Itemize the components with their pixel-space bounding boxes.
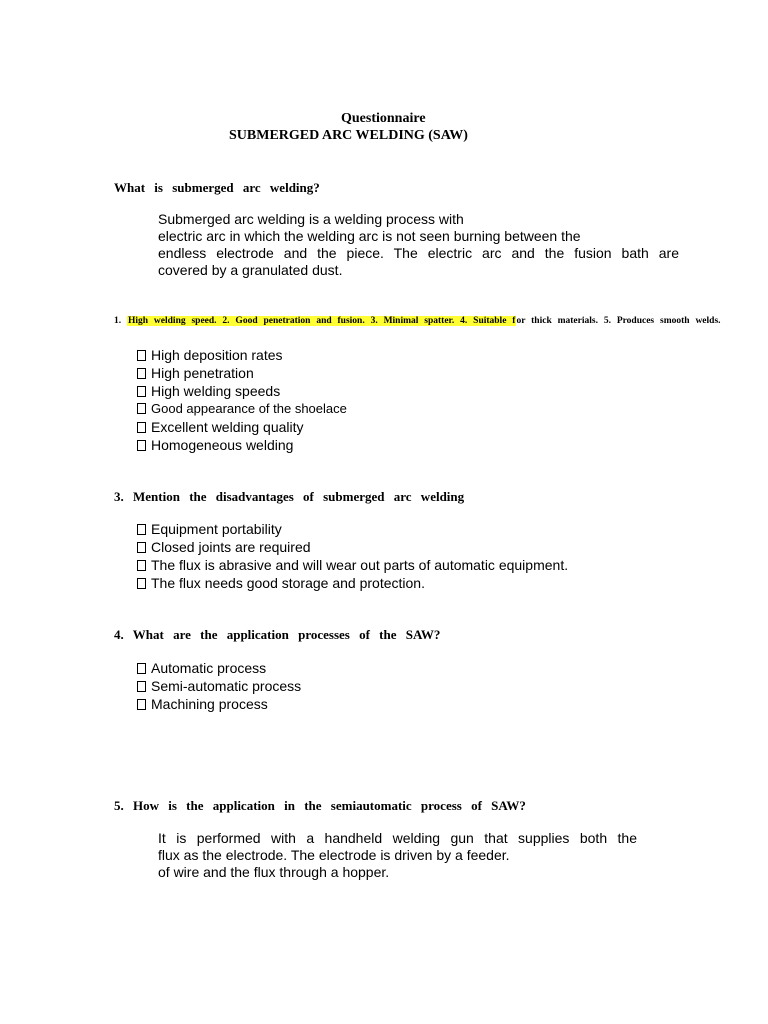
list-item: The flux is abrasive and will wear out parts of automatic equipment.: [137, 556, 568, 574]
checkbox-bullet-icon: [137, 350, 146, 361]
answer-line: Submerged arc welding is a welding process with: [158, 211, 464, 227]
highlighted-text: High welding speed. 2. Good penetration and fusion. 3. Minimal spatter. 4. Suitable f: [128, 316, 516, 326]
checkbox-bullet-icon: [137, 578, 146, 589]
advantages-summary-line: [114, 313, 721, 330]
document-title: Questionnaire: [341, 111, 426, 126]
answer-line: It is performed with a handheld welding gun that supplies both the: [158, 830, 637, 846]
question-1-answer: [158, 211, 679, 279]
list-item: High penetration: [137, 364, 347, 382]
answer-line: flux as the electrode. The electrode is driven by a feeder.: [158, 847, 510, 863]
checkbox-bullet-icon: [137, 368, 146, 379]
answer-line: electric arc in which the welding arc is not seen burning between the: [158, 228, 581, 244]
checkbox-bullet-icon: [137, 560, 146, 571]
document-subtitle: SUBMERGED ARC WELDING (SAW): [229, 128, 468, 143]
advantages-prefix: 1.: [114, 316, 122, 326]
checkbox-bullet-icon: [137, 699, 146, 710]
checkbox-bullet-icon: [137, 524, 146, 535]
list-item: Semi-automatic process: [137, 677, 301, 695]
checkbox-bullet-icon: [137, 440, 146, 451]
checkbox-bullet-icon: [137, 681, 146, 692]
advantages-list: [137, 346, 347, 454]
question-4-heading: 4. What are the application processes of the SAW?: [114, 627, 441, 642]
list-item: Excellent welding quality: [137, 418, 347, 436]
checkbox-bullet-icon: [137, 386, 146, 397]
question-1-heading: What is submerged arc welding?: [114, 180, 320, 195]
application-processes-list: [137, 659, 301, 713]
answer-line: of wire and the flux through a hopper.: [158, 864, 390, 880]
question-3-heading: 3. Mention the disadvantages of submerged arc welding: [114, 489, 465, 504]
list-item: Equipment portability: [137, 520, 568, 538]
disadvantages-list: [137, 520, 568, 592]
list-item: Machining process: [137, 695, 301, 713]
checkbox-bullet-icon: [137, 422, 146, 433]
list-item: Good appearance of the shoelace: [137, 400, 347, 418]
list-item: Closed joints are required: [137, 538, 568, 556]
answer-line: covered by a granulated dust.: [158, 262, 343, 278]
checkbox-bullet-icon: [137, 542, 146, 553]
list-item: Automatic process: [137, 659, 301, 677]
checkbox-bullet-icon: [137, 403, 146, 414]
advantages-rest-text: or thick materials. 5. Produces smooth welds.: [516, 316, 721, 326]
list-item: High welding speeds: [137, 382, 347, 400]
checkbox-bullet-icon: [137, 663, 146, 674]
question-5-answer: [158, 830, 637, 881]
answer-line: endless electrode and the piece. The electric arc and the fusion bath are: [158, 245, 679, 261]
list-item: High deposition rates: [137, 346, 347, 364]
list-item: The flux needs good storage and protection.: [137, 574, 568, 592]
question-5-heading: 5. How is the application in the semiautomatic process of SAW?: [114, 798, 526, 813]
list-item: Homogeneous welding: [137, 436, 347, 454]
